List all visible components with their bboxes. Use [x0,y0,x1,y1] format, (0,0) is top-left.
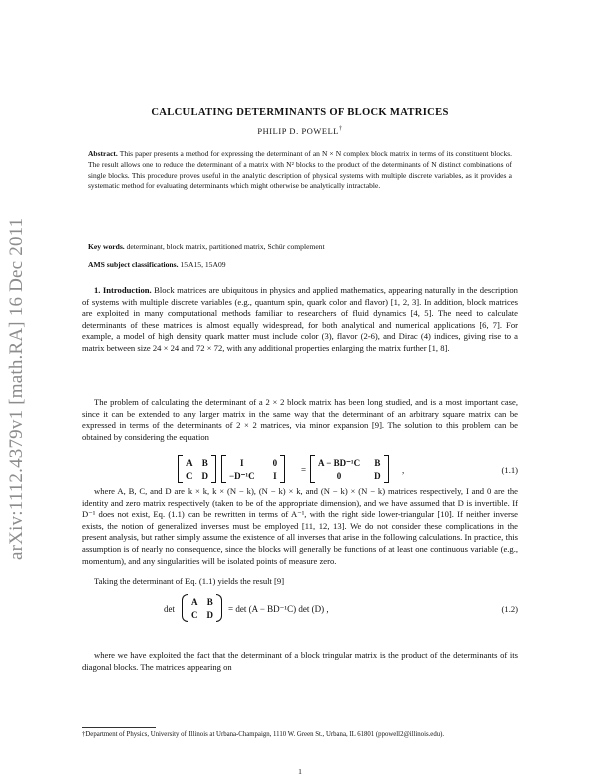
eq1-m3-cell: B [374,457,381,468]
eq1-number: (1.1) [501,465,518,475]
intro-paragraph-2: The problem of calculating the determinant of a 2 × 2 block matrix has been long studied, and is a most important case, since it can be extended to any larger matrix in the same way that the determinant of an arbitrary square matrix can be expressed in terms of the determinants of 2 × 2 matrices, via minor expansion [9]. The solution to this problem can be obtained by considering the equation [82,397,518,442]
eq2-m-cell: B [206,596,213,607]
eq1-m2-cell: I [240,457,244,468]
eq1-m2-cell: I [273,470,277,481]
keywords-label: Key words. [88,242,125,251]
section-heading: 1. Introduction. [94,285,152,295]
eq1-m3-cell: 0 [336,470,342,481]
keywords [88,242,512,252]
eq1-m2-cell: −D⁻¹C [229,470,255,481]
ams-text: 15A15, 15A09 [180,260,226,269]
footnote: †Department of Physics, University of Illinois at Urbana-Champaign, 1110 W. Green St., Urbana, IL 61801 (ppowell2@illinois.edu). [82,731,445,738]
abstract-text: This paper presents a method for expressing the determinant of an N × N complex block matrix in terms of its constituent blocks. The result allows one to reduce the determinant of a matrix with N² blocks to the product of the determinants of N distinct combinations of single blocks. This procedure proves useful in the analytic description of physical systems with multiple discrete variables, as it provides a systematic method for evaluating determinants which might otherwise be analytically intractable. [88,149,512,191]
eq2-rhs: = det (A − BD⁻¹C) det (D) , [228,604,329,614]
paper-title: CALCULATING DETERMINANTS OF BLOCK MATRICES [151,107,449,118]
abstract-label: Abstract. [88,149,118,158]
eq1-comma: , [402,465,405,475]
ams-classifications [88,260,512,270]
intro-paragraph-5: where we have exploited the fact that the determinant of a block tringular matrix is the product of the determinants of its diagonal blocks. The matrices appearing on [82,650,518,672]
eq1-m1-cell: B [201,457,208,468]
intro-paragraph-4: Taking the determinant of Eq. (1.1) yields the result [9] [94,576,285,586]
ams-label: AMS subject classifications. [88,260,179,269]
intro-paragraph-1-text: Block matrices are ubiquitous in physics and applied mathematics, appearing naturally in the description of systems with multiple discrete variables (e.g., quantum spin, quark color and flavor) [1, 2, 3]. In addition, block matrices are exploited in many computational methods familiar to researchers of fluid dynamics [4, 5]. The need to calculate determinants of these matrices is almost equally widespread, for both analytical and numerical applications [6, 7]. For example, a model of high density quark matter must include color (3), flavor (2-6), and Dirac (4) indices, giving rise to a matrix between size 24 × 24 and 72 × 72, with any additional properties enlarging the matrix further [1, 8]. [82,285,518,353]
author-footnote-mark: † [339,126,343,132]
eq2-m-cell: A [191,596,198,607]
equation-1-2 [82,592,518,632]
footnote-rule [82,727,156,728]
eq1-m1-cell: C [186,470,193,481]
eq2-m-cell: C [191,609,198,620]
eq1-m3-cell: D [374,470,381,481]
eq1-m2-cell: 0 [272,457,278,468]
eq1-m1-cell: A [186,457,193,468]
eq2-det: det [164,604,175,614]
keywords-text: determinant, block matrix, partitioned matrix, Schür complement [126,242,325,251]
eq2-number: (1.2) [501,604,518,614]
eq2-matrix [182,594,222,622]
arxiv-identifier: arXiv:1112.4379v1 [math.RA] 16 Dec 2011 [6,217,27,560]
eq1-m3-cell: A − BD⁻¹C [318,457,361,468]
eq1-matrix-2 [221,455,285,483]
intro-paragraph-3: where A, B, C, and D are k × k, k × (N − k), (N − k) × k, and (N − k) × (N − k) matrices respectively, I and 0 are the identity and zero matrix respectively (taken to be of the appropriate dimension), and we have assumed that D is invertible. If D⁻¹ does not exist, Eq. (1.1) can be rewritten in terms of A⁻¹, with the right side lower-triangular [10]. If neither inverse exists, the notion of generalized inverses must be employed [11, 12, 13]. We do not consider these complications in the present analysis, but rather simply assume the existence of all inverses that arise in the following calculations. In practice, this assumption is of nearly no consequence, since the blocks will generally be functions of at least one continuous variable (e.g., momentum), and any singularities will be isolated points of measure zero. [82,486,518,566]
eq1-equals: = [301,465,307,475]
author-line [82,126,518,136]
eq1-matrix-1 [178,455,216,483]
author-name: PHILIP D. POWELL [257,126,340,136]
eq2-m-cell: D [206,609,213,620]
page-number: 1 [298,767,302,776]
abstract [88,149,512,192]
eq1-matrix-3 [310,455,389,483]
eq1-m1-cell: D [201,470,208,481]
intro-paragraph-1 [82,285,518,355]
